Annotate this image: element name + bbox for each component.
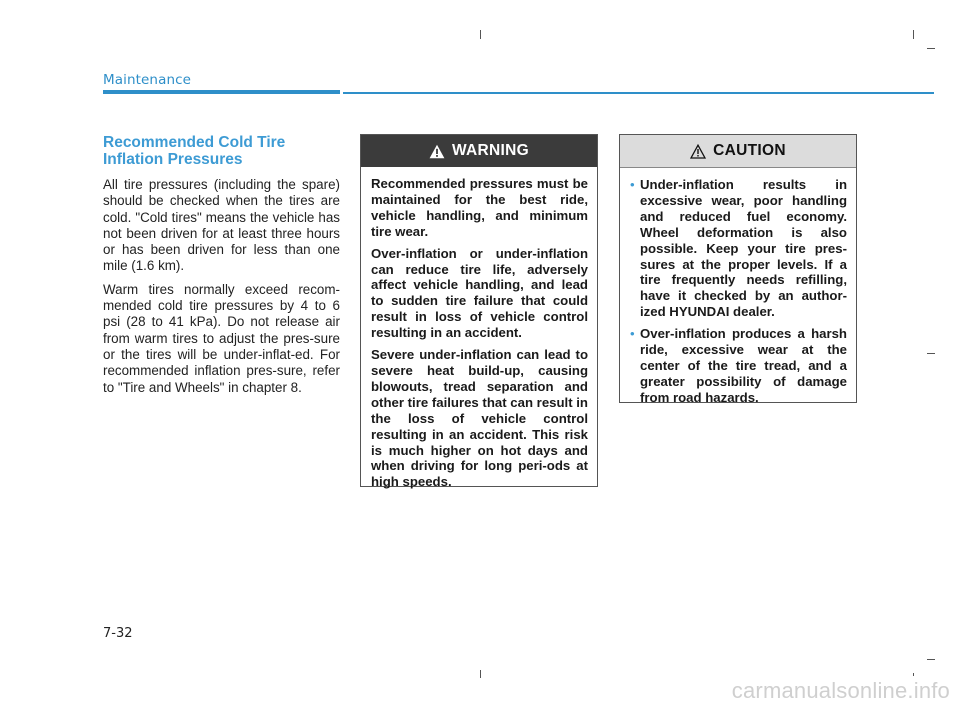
bullet-dot-icon: • bbox=[630, 326, 635, 342]
intro-paragraph: All tire pressures (including the spare) should be checked when the tires are cold. "Cold tires" means the vehicle has not been driven for at least three hours or has been driven for less than one mile (1.6 km). bbox=[103, 177, 340, 274]
caution-header bbox=[620, 135, 856, 168]
crop-mark bbox=[927, 48, 935, 49]
crop-mark bbox=[927, 659, 935, 660]
intro-paragraph: Warm tires normally exceed recom-mended cold tire pressures by 4 to 6 psi (28 to 41 kPa). Do not release air from warm tires to adjust the pres-sure or the tires will be under-inflat-ed. For recommended inflation pres-sure, refer to "Tire and Wheels" in chapter 8. bbox=[103, 281, 340, 395]
caution-bullet-text: Under-inflation results in excessive wear, poor handling and reduced fuel economy. Wheel deformation is also possible. Keep your tire pres-sures at the proper levels. If a tire frequently needs refilling, have it checked by an author-ized HYUNDAI dealer. bbox=[640, 177, 847, 320]
warning-header bbox=[361, 135, 597, 167]
section-header: Maintenance bbox=[103, 72, 192, 88]
caution-body bbox=[620, 168, 856, 406]
header-rule-thick bbox=[103, 90, 340, 94]
crop-mark bbox=[913, 30, 914, 39]
caution-box bbox=[619, 134, 857, 403]
section-title: Recommended Cold Tire Inflation Pressures bbox=[103, 134, 286, 168]
header-rule-thin bbox=[343, 92, 934, 94]
watermark: carmanualsonline.info bbox=[731, 678, 950, 703]
warning-title: WARNING bbox=[451, 142, 529, 159]
warning-paragraph: Over-inflation or under-inflation can reduce tire life, adversely affect vehicle handling, and lead to sudden tire failure that could result in loss of vehicle control resulting in an accident. bbox=[371, 245, 588, 341]
warning-body bbox=[361, 167, 597, 490]
caution-bullet bbox=[630, 326, 847, 406]
warning-triangle-icon bbox=[429, 144, 445, 159]
crop-mark bbox=[927, 353, 935, 354]
page-number: 7-32 bbox=[103, 626, 133, 641]
crop-mark bbox=[913, 673, 914, 676]
crop-mark bbox=[480, 30, 481, 39]
caution-bullet-text: Over-inflation produces a harsh ride, excessive wear at the center of the tire tread, and a greater possibility of damage from road hazards. bbox=[640, 326, 847, 405]
warning-paragraph: Recommended pressures must be maintained for the best ride, vehicle handling, and minimum tire wear. bbox=[371, 176, 588, 239]
bullet-dot-icon: • bbox=[630, 177, 635, 192]
caution-triangle-icon bbox=[690, 144, 706, 159]
intro-column bbox=[103, 134, 340, 403]
caution-title: CAUTION bbox=[713, 142, 786, 159]
warning-paragraph: Severe under-inflation can lead to severe heat build-up, causing blowouts, tread separation and other tire failures that can result in the loss of vehicle control resulting in an accident. This risk is much higher on hot days and when driving for long peri-ods at high speeds. bbox=[371, 347, 588, 490]
crop-mark bbox=[480, 670, 481, 678]
warning-box bbox=[360, 134, 598, 490]
caution-bullet bbox=[630, 177, 847, 320]
